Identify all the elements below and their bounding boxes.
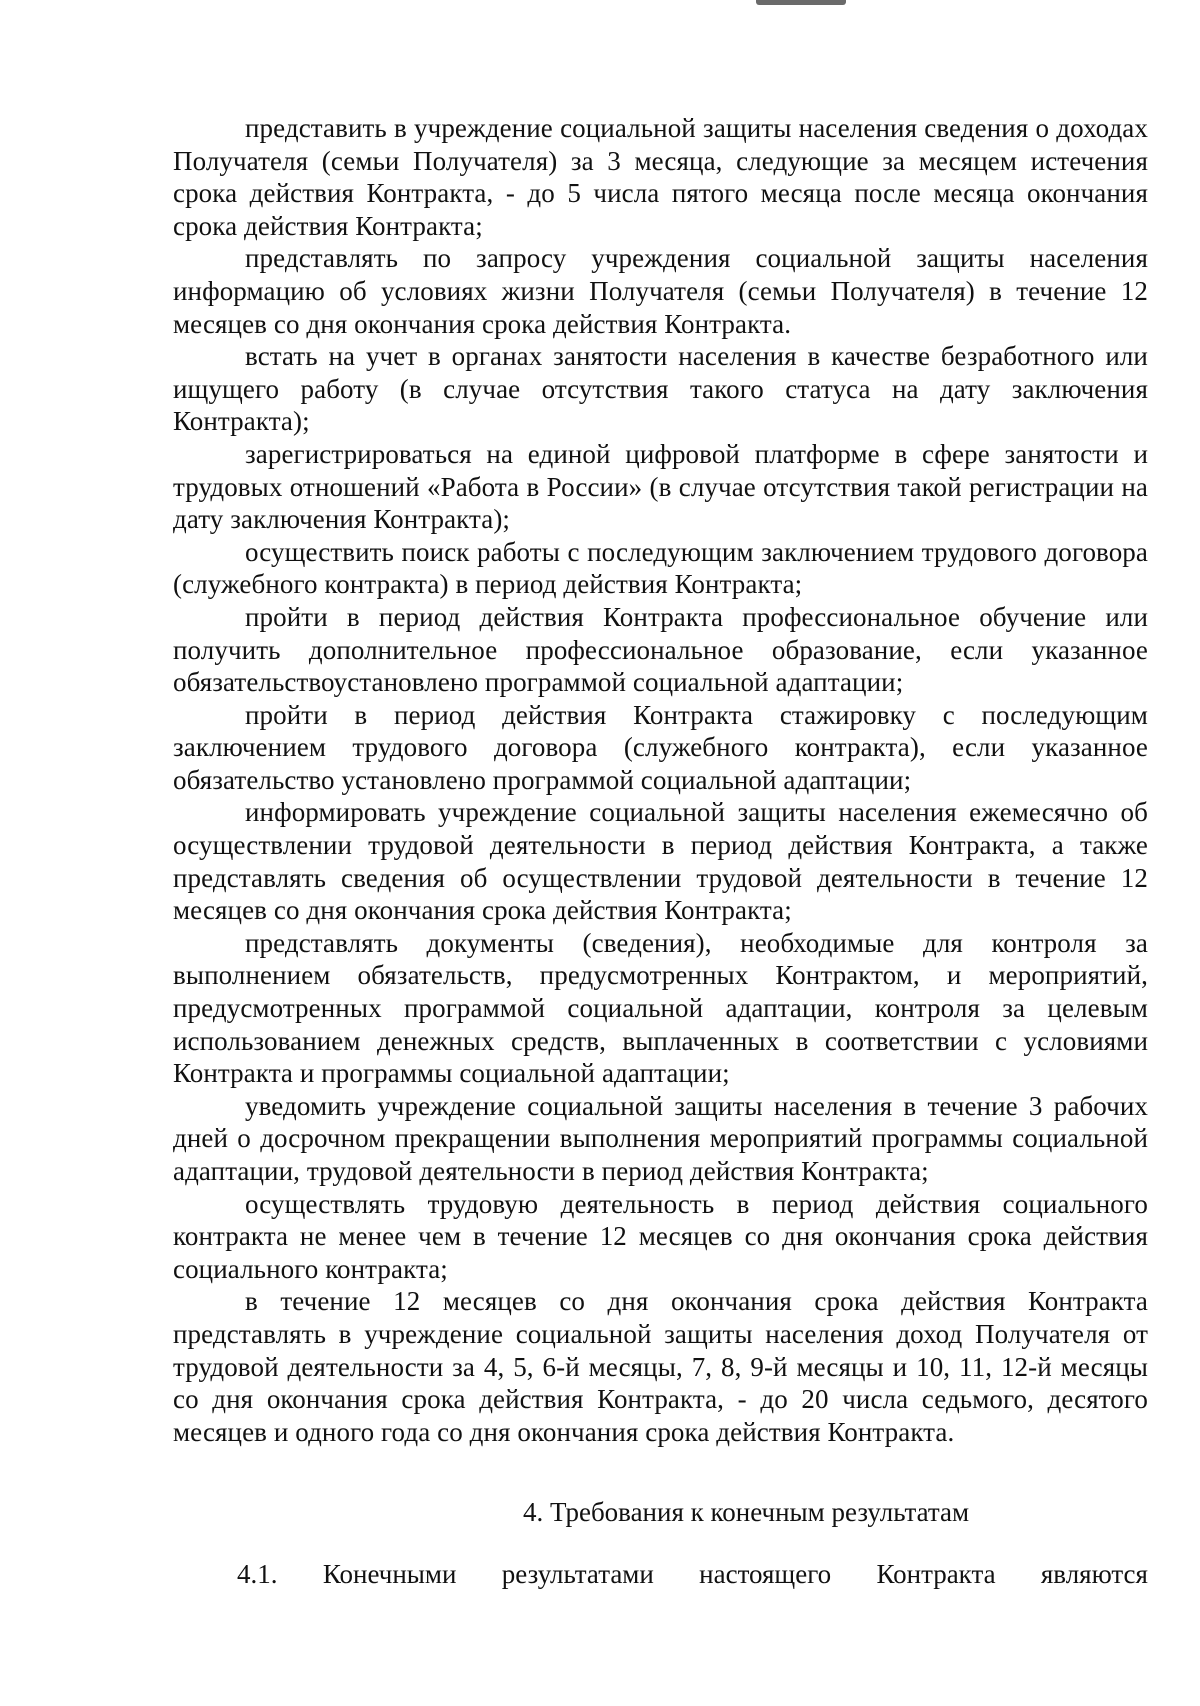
clause-word: Контракта xyxy=(876,1559,996,1589)
paragraph-income-after-contract: в течение 12 месяцев со дня окончания срока действия Контракта представлять в учреждение социальной защиты населения доход Получателя от трудовой деятельности за 4, 5, 6-й месяцы, 7, 8, 9-й месяцы и 10, 11, 12-й месяцы со дня окончания срока действия Контракта, - до 20 числа седьмого, десятого месяцев и одного года со дня окончания срока действия Контракта. xyxy=(173,1286,1148,1447)
paragraph-internship: пройти в период действия Контракта стажировку с последующим заключением трудового договора (служебного контракта), если указанное обязательство установлено программой социальной адаптации; xyxy=(173,699,1148,795)
paragraph-digital-platform: зарегистрироваться на единой цифровой платформе в сфере занятости и трудовых отношений «Работа в России» (в случае отсутствия такой регистрации на дату заключения Контракта); xyxy=(173,438,1148,535)
paragraph-documents-control: представлять документы (сведения), необходимые для контроля за выполнением обязательств, предусмотренных Контрактом, и мероприятий, предусмотренных программой социальной адаптации, контроля за целевым использованием денежных средств, выплаченных в соответствии с условиями Контракта и программы социальной адаптации; xyxy=(173,927,1148,1089)
obligations-list xyxy=(173,112,1148,1448)
clause-number: 4.1. xyxy=(237,1559,278,1589)
paragraph-job-search: осуществить поиск работы с последующим заключением трудового договора (служебного контракта) в период действия Контракта; xyxy=(173,536,1148,600)
clause-word: результатами xyxy=(501,1559,654,1589)
scan-edge-mark xyxy=(756,0,846,5)
paragraph-training: пройти в период действия Контракта профессиональное обучение или получить дополнительное профессиональное образование, если указанное обязательствоустановлено программой социальной адаптации; xyxy=(173,601,1148,698)
paragraph-income-report: представить в учреждение социальной защиты населения сведения о доходах Получателя (семьи Получателя) за 3 месяца, следующие за месяцем истечения срока действия Контракта, - до 5 числа пятого месяца после месяца окончания срока действия Контракта; xyxy=(173,113,1148,241)
clause-word: являются xyxy=(1040,1559,1148,1589)
paragraph-inform-monthly: информировать учреждение социальной защиты населения ежемесячно об осуществлении трудовой деятельности в период действия Контракта, а также представлять сведения об осуществлении трудовой деятельности в течение 12 месяцев со дня окончания срока действия Контракта; xyxy=(173,797,1148,926)
section-heading: 4. Требования к конечным результатам xyxy=(523,1497,970,1527)
paragraph-employment-registration: встать на учет в органах занятости населения в качестве безработного или ищущего работу (в случае отсутствия такого статуса на дату заключения Контракта); xyxy=(173,341,1148,437)
paragraph-living-conditions: представлять по запросу учреждения социальной защиты населения информацию об условиях жизни Получателя (семьи Получателя) в течение 12 месяцев со дня окончания срока действия Контракта. xyxy=(173,243,1148,339)
clause-word: Конечными xyxy=(322,1559,457,1589)
clause-4-1 xyxy=(173,1558,1148,1590)
paragraph-work-duration: осуществлять трудовую деятельность в период действия социального контракта не менее чем в течение 12 месяцев со дня окончания срока действия социального контракта; xyxy=(173,1188,1148,1284)
clause-word: настоящего xyxy=(699,1559,832,1589)
paragraph-notify-termination: уведомить учреждение социальной защиты населения в течение 3 рабочих дней о досрочном прекращении выполнения мероприятий программы социальной адаптации, трудовой деятельности в период действия Контракта; xyxy=(173,1090,1148,1186)
